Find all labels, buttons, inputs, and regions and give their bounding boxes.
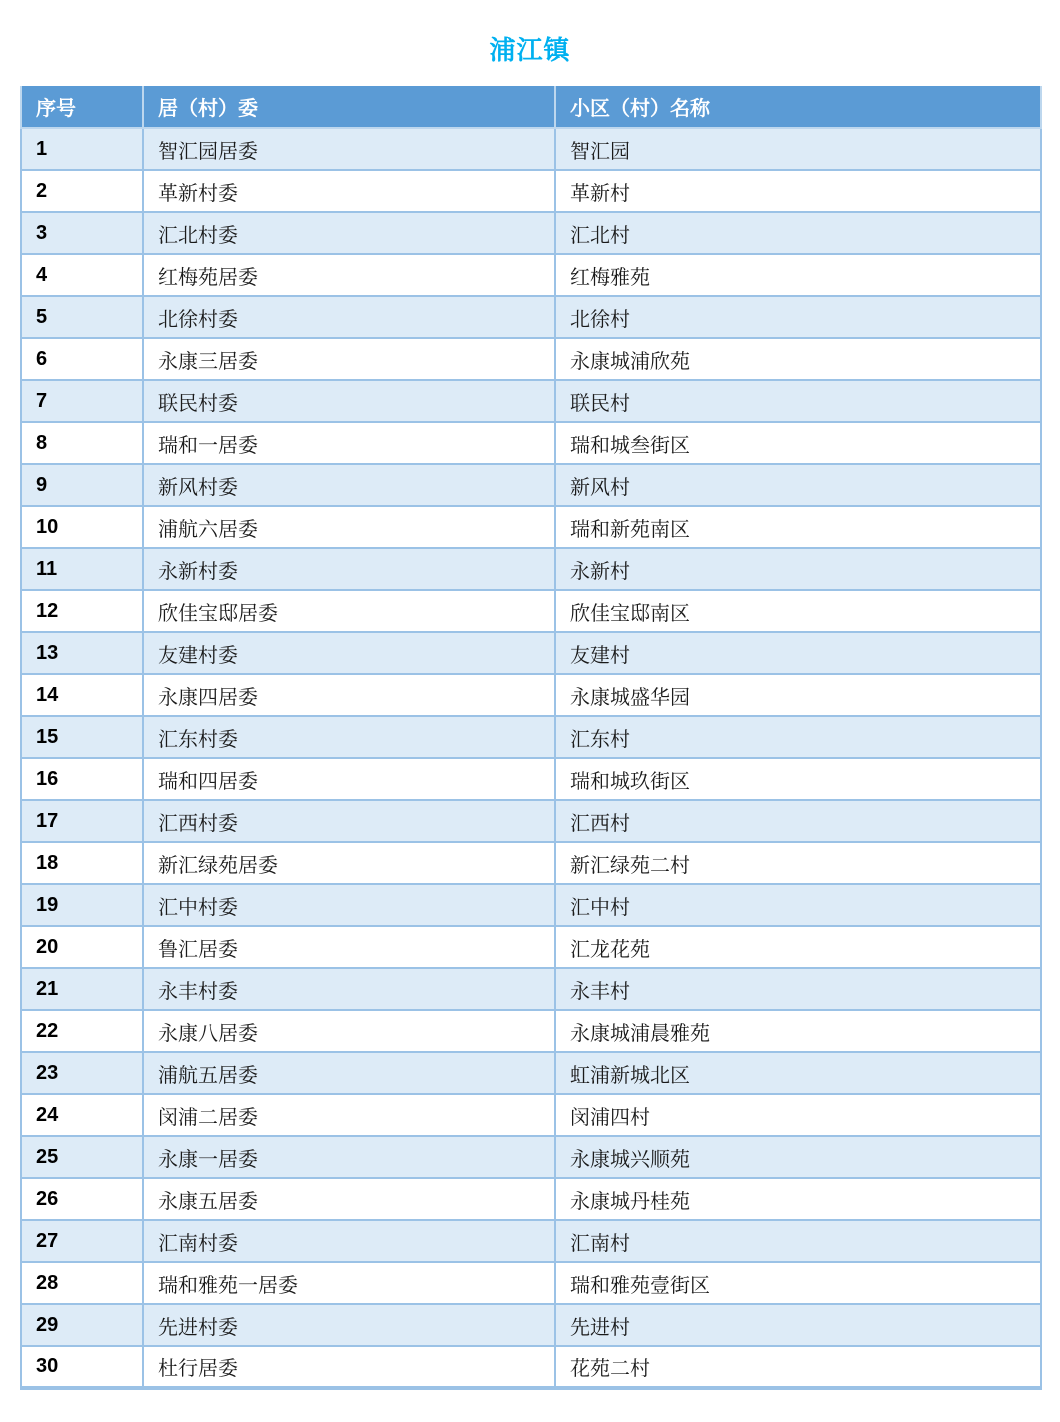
community-name-cell: 永康城兴顺苑 [555,1136,1041,1178]
community-name-cell: 智汇园 [555,128,1041,170]
table-row [21,1178,1041,1220]
serial-number-cell: 1 [21,128,143,170]
table-row [21,968,1041,1010]
serial-number-cell: 2 [21,170,143,212]
table-row [21,842,1041,884]
serial-number-cell: 25 [21,1136,143,1178]
committee-cell: 新风村委 [143,464,555,506]
table-header-row [21,86,1041,128]
committee-cell: 红梅苑居委 [143,254,555,296]
committee-cell: 新汇绿苑居委 [143,842,555,884]
serial-number-cell: 24 [21,1094,143,1136]
serial-number-cell: 14 [21,674,143,716]
community-name-cell: 汇南村 [555,1220,1041,1262]
serial-number-cell: 19 [21,884,143,926]
committee-cell: 浦航六居委 [143,506,555,548]
serial-number-cell: 7 [21,380,143,422]
committee-cell: 欣佳宝邸居委 [143,590,555,632]
table-body [21,128,1041,1388]
table-row [21,1262,1041,1304]
serial-number-cell: 13 [21,632,143,674]
serial-number-cell: 12 [21,590,143,632]
community-name-cell: 瑞和城叁街区 [555,422,1041,464]
community-name-cell: 新风村 [555,464,1041,506]
table-row [21,422,1041,464]
serial-number-cell: 26 [21,1178,143,1220]
committee-cell: 永丰村委 [143,968,555,1010]
community-name-cell: 北徐村 [555,296,1041,338]
table-row [21,716,1041,758]
table-row [21,128,1041,170]
committee-cell: 汇中村委 [143,884,555,926]
serial-number-cell: 30 [21,1346,143,1388]
serial-number-cell: 22 [21,1010,143,1052]
community-name-cell: 永康城浦晨雅苑 [555,1010,1041,1052]
serial-number-cell: 8 [21,422,143,464]
committee-cell: 瑞和雅苑一居委 [143,1262,555,1304]
committee-cell: 革新村委 [143,170,555,212]
community-name-cell: 花苑二村 [555,1346,1041,1388]
serial-number-cell: 27 [21,1220,143,1262]
committee-cell: 杜行居委 [143,1346,555,1388]
community-name-cell: 瑞和雅苑壹街区 [555,1262,1041,1304]
community-name-cell: 汇西村 [555,800,1041,842]
table-row [21,758,1041,800]
serial-number-cell: 5 [21,296,143,338]
table-row [21,506,1041,548]
table-row [21,1304,1041,1346]
community-name-cell: 革新村 [555,170,1041,212]
table-row [21,1136,1041,1178]
table-row [21,926,1041,968]
committee-cell: 瑞和四居委 [143,758,555,800]
community-name-cell: 新汇绿苑二村 [555,842,1041,884]
table-row [21,1010,1041,1052]
committee-cell: 汇东村委 [143,716,555,758]
committee-cell: 汇北村委 [143,212,555,254]
serial-number-cell: 17 [21,800,143,842]
table-row [21,464,1041,506]
community-name-cell: 永康城盛华园 [555,674,1041,716]
community-name-cell: 瑞和城玖街区 [555,758,1041,800]
table-row [21,884,1041,926]
community-name-cell: 永康城丹桂苑 [555,1178,1041,1220]
table-row [21,1346,1041,1388]
committee-cell: 永新村委 [143,548,555,590]
committee-cell: 浦航五居委 [143,1052,555,1094]
header-committee: 居（村）委 [143,86,555,128]
committee-cell: 北徐村委 [143,296,555,338]
table-row [21,800,1041,842]
table-row [21,380,1041,422]
serial-number-cell: 16 [21,758,143,800]
table-row [21,632,1041,674]
table-row [21,1094,1041,1136]
serial-number-cell: 15 [21,716,143,758]
committee-cell: 汇西村委 [143,800,555,842]
community-name-cell: 联民村 [555,380,1041,422]
community-name-cell: 瑞和新苑南区 [555,506,1041,548]
table-row [21,338,1041,380]
community-name-cell: 汇东村 [555,716,1041,758]
serial-number-cell: 21 [21,968,143,1010]
table-row [21,674,1041,716]
community-name-cell: 汇龙花苑 [555,926,1041,968]
table-row [21,590,1041,632]
serial-number-cell: 3 [21,212,143,254]
committee-cell: 瑞和一居委 [143,422,555,464]
committee-cell: 汇南村委 [143,1220,555,1262]
community-name-cell: 红梅雅苑 [555,254,1041,296]
serial-number-cell: 28 [21,1262,143,1304]
committee-cell: 先进村委 [143,1304,555,1346]
community-name-cell: 永新村 [555,548,1041,590]
serial-number-cell: 29 [21,1304,143,1346]
table-row [21,212,1041,254]
serial-number-cell: 4 [21,254,143,296]
serial-number-cell: 18 [21,842,143,884]
community-name-cell: 欣佳宝邸南区 [555,590,1041,632]
serial-number-cell: 11 [21,548,143,590]
community-name-cell: 汇北村 [555,212,1041,254]
table-row [21,1052,1041,1094]
committee-cell: 永康八居委 [143,1010,555,1052]
committee-cell: 永康三居委 [143,338,555,380]
committee-cell: 永康一居委 [143,1136,555,1178]
serial-number-cell: 6 [21,338,143,380]
community-name-cell: 永丰村 [555,968,1041,1010]
header-community-name: 小区（村）名称 [555,86,1041,128]
serial-number-cell: 23 [21,1052,143,1094]
committee-cell: 永康五居委 [143,1178,555,1220]
community-name-cell: 永康城浦欣苑 [555,338,1041,380]
table-row [21,170,1041,212]
community-name-cell: 友建村 [555,632,1041,674]
table-row [21,254,1041,296]
community-name-cell: 闵浦四村 [555,1094,1041,1136]
header-serial-number: 序号 [21,86,143,128]
table-row [21,296,1041,338]
town-roster-table [20,86,1042,1390]
community-name-cell: 先进村 [555,1304,1041,1346]
table-row [21,1220,1041,1262]
committee-cell: 联民村委 [143,380,555,422]
page-title: 浦江镇 [489,35,571,65]
committee-cell: 闵浦二居委 [143,1094,555,1136]
community-name-cell: 汇中村 [555,884,1041,926]
serial-number-cell: 20 [21,926,143,968]
community-name-cell: 虹浦新城北区 [555,1052,1041,1094]
table-row [21,548,1041,590]
committee-cell: 智汇园居委 [143,128,555,170]
committee-cell: 友建村委 [143,632,555,674]
committee-cell: 鲁汇居委 [143,926,555,968]
serial-number-cell: 9 [21,464,143,506]
serial-number-cell: 10 [21,506,143,548]
committee-cell: 永康四居委 [143,674,555,716]
